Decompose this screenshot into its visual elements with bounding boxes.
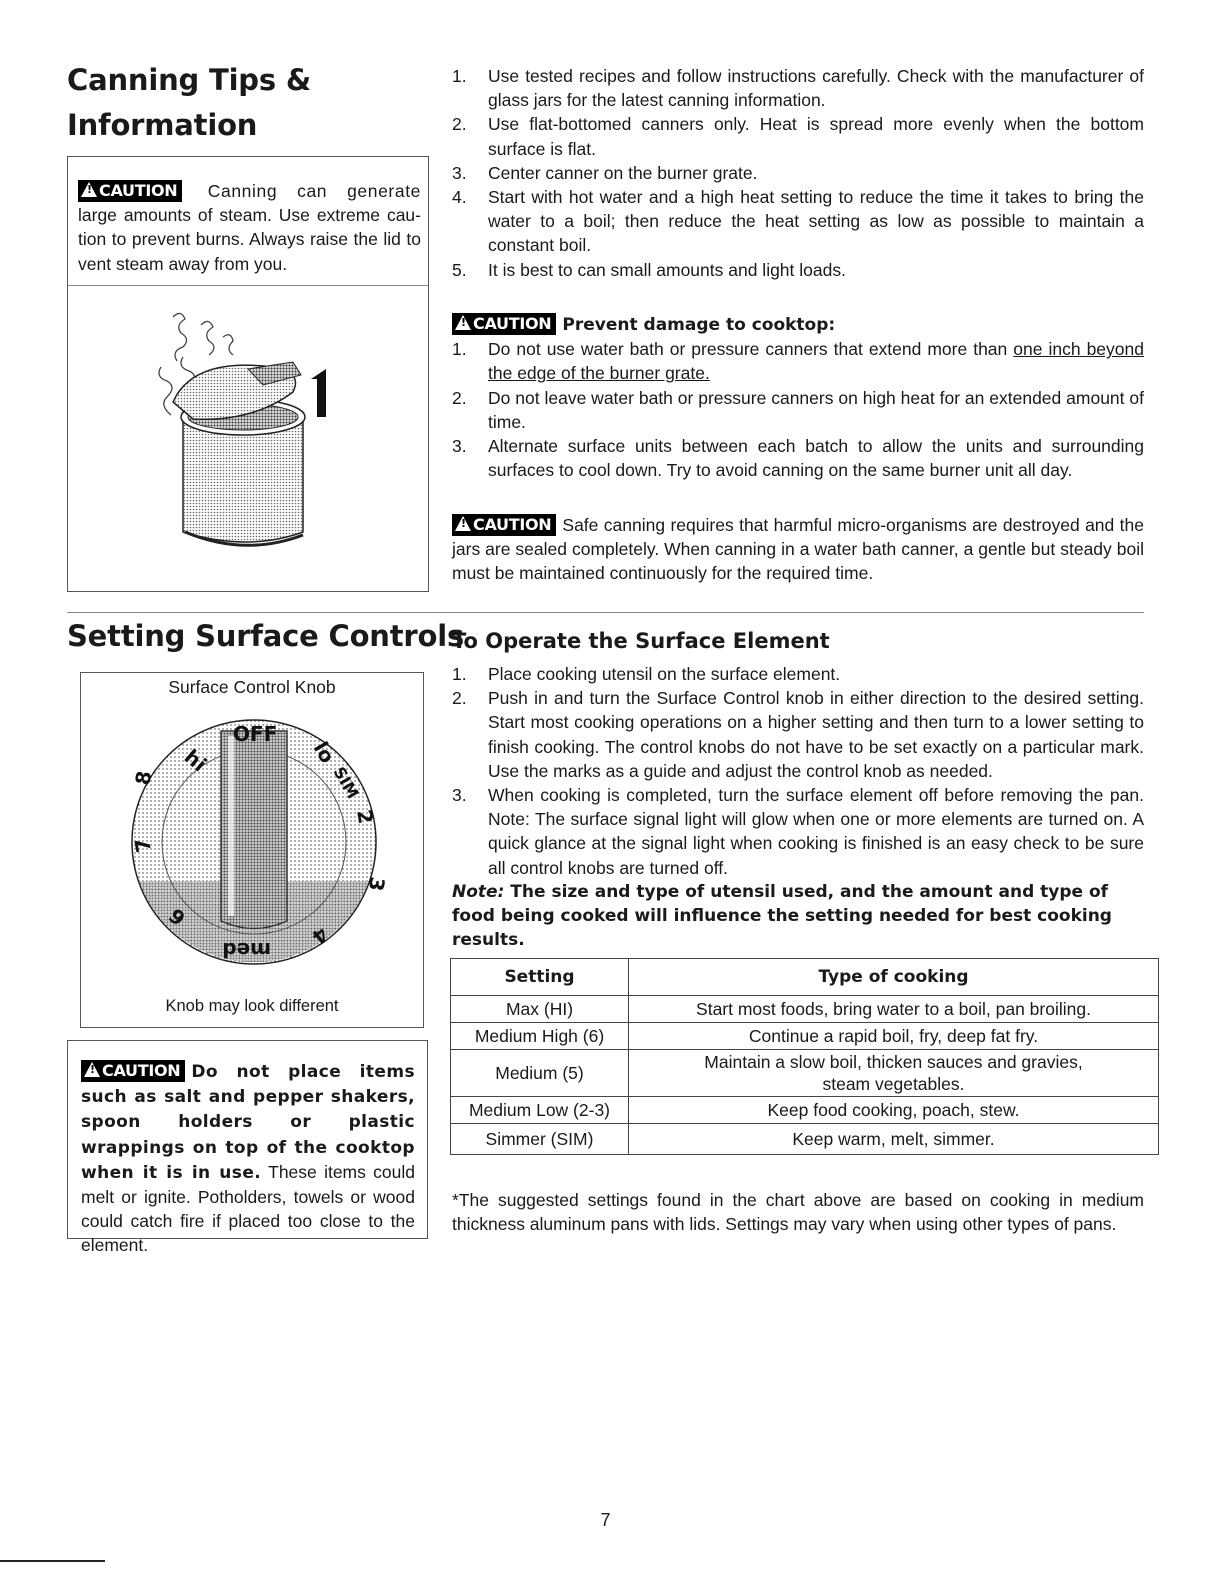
page-number: 7 <box>600 1510 611 1530</box>
surface-control-knob-icon <box>121 711 390 973</box>
settings-table <box>450 958 1159 1155</box>
knob-caption-top: Surface Control Knob <box>168 677 336 697</box>
table-cell: Medium Low (2-3) <box>451 1097 629 1124</box>
knob-label-7: 7 <box>129 836 156 855</box>
knob-label-2: 2 <box>352 807 379 826</box>
warning-triangle-icon <box>455 516 471 531</box>
canner-pot-icon <box>153 307 353 557</box>
column-header: Type of cooking <box>629 959 1159 996</box>
list-item: 2. Do not leave water bath or pressure canners on high heat for an extended amount of time. <box>452 387 1144 432</box>
list-item: 3. Center canner on the burner grate. <box>452 162 758 183</box>
canning-caution-text <box>78 179 421 276</box>
operate-section <box>452 626 1144 952</box>
surface-caution-box <box>67 1040 428 1256</box>
knob-label-sim: SIM <box>329 763 363 802</box>
table-cell: Medium (5) <box>451 1050 629 1097</box>
knob-label-lo: lo <box>308 737 340 768</box>
canning-tips-list <box>452 64 1144 282</box>
table-row <box>451 1050 1159 1097</box>
footer-rule <box>0 1560 105 1562</box>
caution-rest-text: These items could melt or ignite. Potholders, towels or wood could catch fire if placed too close to the element. <box>81 1161 416 1256</box>
surface-title: Setting Surface Controls <box>67 619 465 653</box>
caution-badge: !CAUTION <box>81 1060 185 1082</box>
knob-label-4: 4 <box>307 922 334 950</box>
table-row <box>451 1124 1159 1155</box>
caution-badge: !CAUTION <box>78 180 182 202</box>
operate-steps <box>452 662 1144 880</box>
note <box>452 880 1144 952</box>
table-cell: Keep food cooking, poach, stew. <box>629 1097 1159 1124</box>
operate-heading: To Operate the Surface Element <box>452 629 830 653</box>
safe-canning-caution: !CAUTION Safe canning requires that harmful micro-organisms are destroyed and the jars are sealed completely. When canning in a water bath canner, a gentle but steady boil must be maintained continuously for the required time. <box>452 513 1144 586</box>
list-item: 4. Start with hot water and a high heat setting to reduce the time it takes to bring the water to a boil; then reduce the heat setting as low as possible to maintain a constant boil. <box>452 187 1144 256</box>
list-item: 2. Use flat-bottomed canners only. Heat is spread more evenly when the bottom surface is flat. <box>452 114 1144 159</box>
canning-title-line2: Information <box>67 108 258 142</box>
list-item: 3. When cooking is completed, turn the surface element off before removing the pan. Note: The surface signal light will glow when one or more elements are turned on. A quick glance at the signal light when cooking is finished is an easy check to be sure all control knobs are turned off. <box>452 785 1144 878</box>
list-item: 1. Use tested recipes and follow instructions carefully. Check with the manufacturer of glass jars for the latest canning information. <box>452 66 1144 111</box>
canning-title-line1: Canning Tips & <box>67 63 311 97</box>
list-item: 5. It is best to can small amounts and light loads. <box>452 259 846 280</box>
column-header: Setting <box>451 959 629 996</box>
knob-label-med: med <box>222 938 271 962</box>
note-label: Note: <box>452 881 505 902</box>
table-cell: Keep warm, melt, simmer. <box>629 1124 1159 1155</box>
caution-badge: !CAUTION <box>452 514 556 536</box>
settings-table-wrap <box>450 958 1159 1155</box>
knob-label-8: 8 <box>130 768 157 787</box>
knob-label-off: OFF <box>233 722 278 746</box>
warning-triangle-icon <box>81 182 97 197</box>
warning-triangle-icon <box>84 1062 100 1077</box>
caution-rest: large amounts of steam. Use extreme cau-tion to prevent burns. Always raise the lid to vent steam away from you. <box>78 205 421 274</box>
table-cell: Simmer (SIM) <box>451 1124 629 1155</box>
footnote: *The suggested settings found in the chart above are based on cooking in medium thickness aluminum pans with lids. Settings may vary when using other types of pans. <box>452 1190 1144 1235</box>
prevent-heading: !CAUTION Prevent damage to cooktop: <box>452 312 1144 337</box>
list-item: 1. Do not use water bath or pressure canners that extend more than one inch beyond the edge of the burner grate. <box>452 339 1144 384</box>
divider <box>68 285 428 286</box>
caution-badge: !CAUTION <box>452 313 556 335</box>
canning-caution-box <box>67 156 429 592</box>
list-item: 3. Alternate surface units between each batch to allow the units and surrounding surfaces to cool down. Try to avoid canning on the same burner unit all day. <box>452 436 1144 481</box>
note-text: The size and type of utensil used, and the amount and type of food being cooked will influence the setting needed for best cooking results. <box>452 881 1112 950</box>
canning-title <box>67 58 311 148</box>
table-cell: Start most foods, bring water to a boil, pan broiling. <box>629 996 1159 1023</box>
table-cell: Max (HI) <box>451 996 629 1023</box>
caution-bold-text: Do not place items such as salt and pepper shakers, spoon holders or plastic wrappings on top of the cooktop when it is in use. <box>81 1062 415 1183</box>
table-row <box>451 1023 1159 1050</box>
table-row <box>451 1097 1159 1124</box>
table-cell: Medium High (6) <box>451 1023 629 1050</box>
table-cell: Continue a rapid boil, fry, deep fat fry. <box>629 1023 1159 1050</box>
section-divider <box>67 612 1144 613</box>
knob-figure-box <box>80 672 424 1028</box>
caution-lead: Canning can generate <box>207 181 421 201</box>
table-cell: Maintain a slow boil, thicken sauces and gravies, steam vegetables. <box>629 1050 1159 1097</box>
table-row <box>451 996 1159 1023</box>
knob-caption-bottom: Knob may look different <box>165 997 339 1015</box>
list-item: 1. Place cooking utensil on the surface element. <box>452 664 841 684</box>
prevent-damage-section <box>452 312 1144 482</box>
prevent-list <box>452 337 1144 482</box>
knob-label-6: 6 <box>164 903 191 931</box>
list-item: 2. Push in and turn the Surface Control knob in either direction to the desired setting. Start most cooking operations on a higher setting and then turn to a lower setting to finish cooking. The control knobs do not have to be set exactly on a particular mark. Use the marks as a guide and adjust the control knob as needed. <box>452 688 1144 781</box>
table-header-row <box>451 959 1159 996</box>
knob-label-3: 3 <box>363 875 390 894</box>
warning-triangle-icon <box>455 315 471 330</box>
knob-label-hi: hi <box>179 744 212 777</box>
